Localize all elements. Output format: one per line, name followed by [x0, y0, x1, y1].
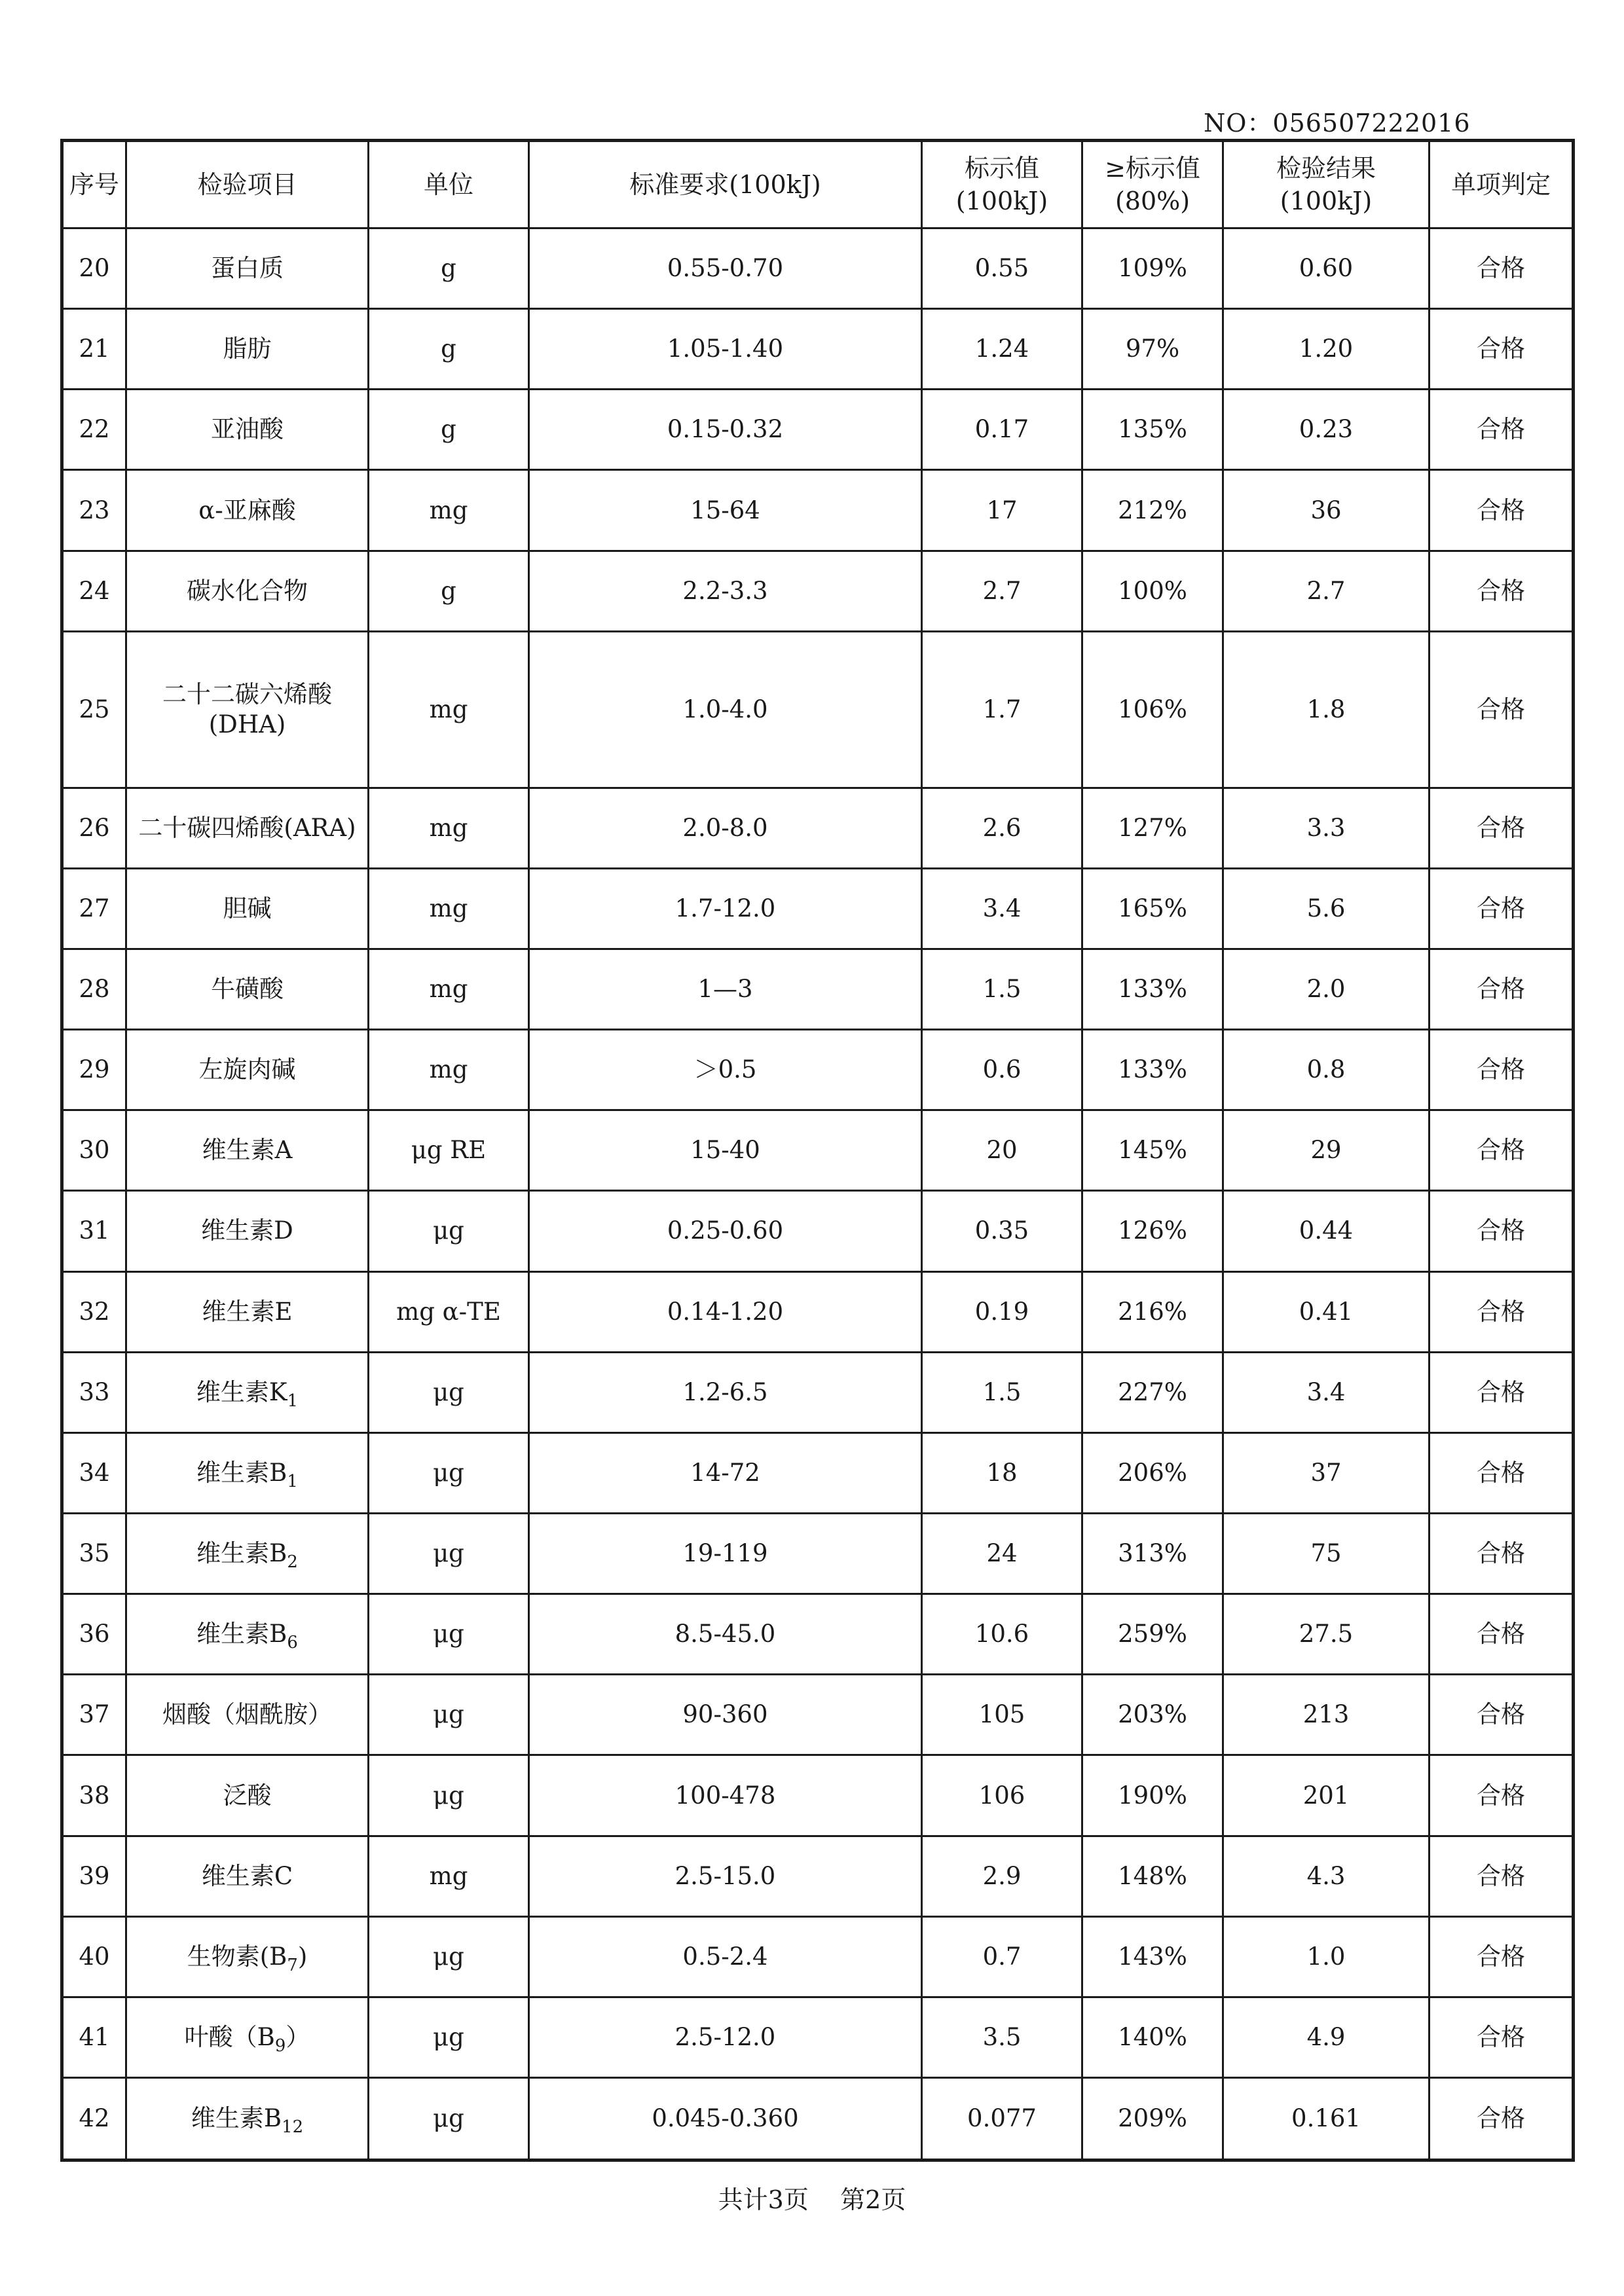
cell-unit: g [369, 551, 529, 631]
cell-percent: 313% [1082, 1513, 1223, 1594]
cell-verdict: 合格 [1430, 1755, 1574, 1836]
cell-item [126, 1755, 369, 1836]
cell-item [126, 868, 369, 949]
cell-unit: μg [369, 2078, 529, 2160]
cell-result: 201 [1223, 1755, 1430, 1836]
cell-result: 2.0 [1223, 949, 1430, 1029]
cell-result: 0.8 [1223, 1030, 1430, 1110]
cell-result: 0.41 [1223, 1271, 1430, 1352]
item-subscript: 12 [282, 2117, 304, 2138]
item-name: 维生素B [196, 1620, 287, 1649]
cell-seq: 33 [62, 1352, 126, 1432]
cell-standard: 0.15-0.32 [529, 390, 922, 470]
cell-standard: 15-64 [529, 470, 922, 551]
header-result-line1: 检验结果 [1276, 154, 1376, 183]
cell-percent: 133% [1082, 1030, 1223, 1110]
table-row [62, 1110, 1574, 1191]
cell-verdict: 合格 [1430, 1997, 1574, 2077]
cell-unit: mg [369, 1836, 529, 1916]
cell-seq: 36 [62, 1594, 126, 1675]
table-row [62, 868, 1574, 949]
cell-unit: μg [369, 1432, 529, 1513]
cell-item [126, 2078, 369, 2160]
item-name: 烟酸（烟酰胺） [162, 1700, 332, 1729]
cell-standard: 15-40 [529, 1110, 922, 1191]
cell-item [126, 949, 369, 1029]
item-name: 碳水化合物 [187, 576, 308, 605]
cell-standard: 0.25-0.60 [529, 1191, 922, 1271]
table-row [62, 1594, 1574, 1675]
header-verdict: 单项判定 [1430, 141, 1574, 228]
table-row [62, 631, 1574, 788]
table-row [62, 1916, 1574, 1997]
cell-unit: μg [369, 1191, 529, 1271]
cell-unit: μg [369, 1352, 529, 1432]
cell-item [126, 551, 369, 631]
cell-unit: g [369, 390, 529, 470]
table-row [62, 1432, 1574, 1513]
cell-percent: 148% [1082, 1836, 1223, 1916]
table-row [62, 1352, 1574, 1432]
cell-label-value: 17 [922, 470, 1082, 551]
cell-item [126, 1675, 369, 1755]
cell-unit: μg [369, 1594, 529, 1675]
cell-result: 36 [1223, 470, 1430, 551]
cell-unit: μg [369, 1755, 529, 1836]
cell-unit: mg [369, 470, 529, 551]
item-name: 牛磺酸 [211, 974, 284, 1003]
cell-unit: mg [369, 949, 529, 1029]
cell-percent: 145% [1082, 1110, 1223, 1191]
cell-seq: 20 [62, 228, 126, 309]
header-item: 检验项目 [126, 141, 369, 228]
inspection-results-table [60, 139, 1575, 2162]
header-result [1223, 141, 1430, 228]
cell-standard: 90-360 [529, 1675, 922, 1755]
item-suffix: ) [297, 1942, 308, 1971]
footer-total-pages: 共计3页 [718, 2185, 809, 2214]
cell-standard: 1.2-6.5 [529, 1352, 922, 1432]
cell-result: 3.3 [1223, 788, 1430, 868]
cell-verdict: 合格 [1430, 1594, 1574, 1675]
table-row [62, 551, 1574, 631]
cell-percent: 143% [1082, 1916, 1223, 1997]
cell-result: 1.20 [1223, 309, 1430, 390]
cell-result: 0.23 [1223, 390, 1430, 470]
cell-standard: 2.5-15.0 [529, 1836, 922, 1916]
table-row [62, 1191, 1574, 1271]
cell-unit: μg [369, 1916, 529, 1997]
cell-label-value: 24 [922, 1513, 1082, 1594]
cell-unit: mg [369, 788, 529, 868]
cell-label-value: 2.9 [922, 1836, 1082, 1916]
cell-verdict: 合格 [1430, 390, 1574, 470]
cell-label-value: 1.5 [922, 949, 1082, 1029]
cell-label-value: 2.6 [922, 788, 1082, 868]
cell-item [126, 1352, 369, 1432]
item-suffix: ） [286, 2022, 310, 2051]
item-subscript: 1 [287, 1391, 299, 1411]
table-row [62, 2078, 1574, 2160]
cell-standard: 19-119 [529, 1513, 922, 1594]
cell-result: 4.3 [1223, 1836, 1430, 1916]
cell-label-value: 105 [922, 1675, 1082, 1755]
report-number: NO：056507222016 [1204, 109, 1471, 137]
cell-result: 0.44 [1223, 1191, 1430, 1271]
cell-percent: 190% [1082, 1755, 1223, 1836]
cell-label-value: 10.6 [922, 1594, 1082, 1675]
table-row [62, 788, 1574, 868]
cell-result: 75 [1223, 1513, 1430, 1594]
cell-result: 4.9 [1223, 1997, 1430, 2077]
cell-label-value: 0.7 [922, 1916, 1082, 1997]
cell-result: 1.0 [1223, 1916, 1430, 1997]
table-header-row [62, 141, 1574, 228]
cell-seq: 39 [62, 1836, 126, 1916]
cell-item [126, 1110, 369, 1191]
item-name: 维生素B [191, 2104, 282, 2133]
cell-percent: 97% [1082, 309, 1223, 390]
cell-result: 37 [1223, 1432, 1430, 1513]
cell-result: 3.4 [1223, 1352, 1430, 1432]
cell-percent: 206% [1082, 1432, 1223, 1513]
cell-item [126, 1432, 369, 1513]
cell-label-value: 0.35 [922, 1191, 1082, 1271]
cell-item [126, 1594, 369, 1675]
cell-standard: ＞0.5 [529, 1030, 922, 1110]
table-row [62, 1675, 1574, 1755]
cell-item [126, 1513, 369, 1594]
cell-item [126, 309, 369, 390]
cell-seq: 27 [62, 868, 126, 949]
cell-verdict: 合格 [1430, 788, 1574, 868]
cell-unit: g [369, 228, 529, 309]
cell-standard: 14-72 [529, 1432, 922, 1513]
cell-percent: 209% [1082, 2078, 1223, 2160]
header-percent [1082, 141, 1223, 228]
cell-label-value: 1.24 [922, 309, 1082, 390]
cell-seq: 41 [62, 1997, 126, 2077]
cell-standard: 1.7-12.0 [529, 868, 922, 949]
cell-seq: 34 [62, 1432, 126, 1513]
cell-unit: mg [369, 631, 529, 788]
cell-seq: 29 [62, 1030, 126, 1110]
item-name: 蛋白质 [211, 254, 284, 283]
page-footer [0, 2180, 1624, 2219]
cell-seq: 31 [62, 1191, 126, 1271]
item-name: α-亚麻酸 [198, 496, 296, 524]
cell-standard: 0.5-2.4 [529, 1916, 922, 1997]
item-name: 左旋肉碱 [198, 1055, 296, 1084]
cell-verdict: 合格 [1430, 1352, 1574, 1432]
cell-standard: 2.2-3.3 [529, 551, 922, 631]
cell-verdict: 合格 [1430, 470, 1574, 551]
table-row [62, 1755, 1574, 1836]
cell-standard: 1—3 [529, 949, 922, 1029]
item-name: 二十二碳六烯酸 (DHA) [162, 680, 332, 738]
header-label-value-line1: 标示值 [964, 154, 1039, 183]
cell-standard: 0.045-0.360 [529, 2078, 922, 2160]
cell-standard: 100-478 [529, 1755, 922, 1836]
cell-verdict: 合格 [1430, 1513, 1574, 1594]
table-row [62, 949, 1574, 1029]
table-row [62, 309, 1574, 390]
footer-current-page: 第2页 [840, 2185, 906, 2214]
cell-unit: mg α-TE [369, 1271, 529, 1352]
cell-standard: 0.55-0.70 [529, 228, 922, 309]
cell-unit: μg [369, 1513, 529, 1594]
cell-result: 0.161 [1223, 2078, 1430, 2160]
cell-label-value: 20 [922, 1110, 1082, 1191]
cell-item [126, 631, 369, 788]
cell-item [126, 788, 369, 868]
cell-label-value: 3.5 [922, 1997, 1082, 2077]
header-percent-line1: ≥标示值 [1105, 154, 1200, 183]
item-name: 脂肪 [223, 335, 272, 363]
item-name: 二十碳四烯酸(ARA) [138, 813, 356, 842]
cell-percent: 135% [1082, 390, 1223, 470]
table-row [62, 228, 1574, 309]
cell-percent: 216% [1082, 1271, 1223, 1352]
item-name: 泛酸 [223, 1781, 272, 1810]
header-unit: 单位 [369, 141, 529, 228]
item-subscript: 1 [287, 1471, 298, 1491]
cell-percent: 109% [1082, 228, 1223, 309]
cell-label-value: 1.5 [922, 1352, 1082, 1432]
cell-label-value: 0.19 [922, 1271, 1082, 1352]
cell-item [126, 1191, 369, 1271]
cell-label-value: 1.7 [922, 631, 1082, 788]
table-row [62, 470, 1574, 551]
cell-verdict: 合格 [1430, 551, 1574, 631]
cell-unit: mg [369, 868, 529, 949]
cell-label-value: 3.4 [922, 868, 1082, 949]
cell-verdict: 合格 [1430, 631, 1574, 788]
cell-percent: 212% [1082, 470, 1223, 551]
cell-label-value: 0.077 [922, 2078, 1082, 2160]
cell-seq: 28 [62, 949, 126, 1029]
cell-result: 27.5 [1223, 1594, 1430, 1675]
item-subscript: 9 [274, 2036, 286, 2056]
cell-seq: 38 [62, 1755, 126, 1836]
cell-item [126, 1916, 369, 1997]
cell-standard: 2.0-8.0 [529, 788, 922, 868]
header-result-line2: (100kJ) [1280, 187, 1373, 215]
cell-verdict: 合格 [1430, 1271, 1574, 1352]
cell-seq: 32 [62, 1271, 126, 1352]
cell-verdict: 合格 [1430, 1432, 1574, 1513]
cell-percent: 227% [1082, 1352, 1223, 1432]
cell-percent: 127% [1082, 788, 1223, 868]
cell-item [126, 1271, 369, 1352]
cell-unit: g [369, 309, 529, 390]
header-label-value [922, 141, 1082, 228]
cell-result: 213 [1223, 1675, 1430, 1755]
cell-label-value: 0.6 [922, 1030, 1082, 1110]
item-name: 维生素B [196, 1458, 287, 1487]
cell-standard: 1.05-1.40 [529, 309, 922, 390]
cell-percent: 106% [1082, 631, 1223, 788]
cell-verdict: 合格 [1430, 868, 1574, 949]
cell-item [126, 1030, 369, 1110]
cell-item [126, 1997, 369, 2077]
cell-result: 2.7 [1223, 551, 1430, 631]
cell-item [126, 228, 369, 309]
table-row [62, 390, 1574, 470]
cell-label-value: 18 [922, 1432, 1082, 1513]
cell-percent: 140% [1082, 1997, 1223, 2077]
item-name: 维生素C [201, 1861, 293, 1890]
cell-percent: 259% [1082, 1594, 1223, 1675]
cell-seq: 26 [62, 788, 126, 868]
item-name: 维生素A [202, 1136, 293, 1165]
cell-verdict: 合格 [1430, 949, 1574, 1029]
cell-seq: 35 [62, 1513, 126, 1594]
item-name: 维生素B [196, 1539, 287, 1568]
table-row [62, 1513, 1574, 1594]
cell-label-value: 106 [922, 1755, 1082, 1836]
cell-verdict: 合格 [1430, 1030, 1574, 1110]
cell-verdict: 合格 [1430, 1916, 1574, 1997]
cell-standard: 8.5-45.0 [529, 1594, 922, 1675]
table-row [62, 1997, 1574, 2077]
item-name: 亚油酸 [211, 415, 284, 444]
cell-seq: 25 [62, 631, 126, 788]
cell-result: 5.6 [1223, 868, 1430, 949]
cell-label-value: 0.55 [922, 228, 1082, 309]
cell-unit: μg [369, 1997, 529, 2077]
cell-seq: 24 [62, 551, 126, 631]
cell-result: 1.8 [1223, 631, 1430, 788]
cell-seq: 37 [62, 1675, 126, 1755]
header-standard: 标准要求(100kJ) [529, 141, 922, 228]
cell-seq: 40 [62, 1916, 126, 1997]
cell-percent: 126% [1082, 1191, 1223, 1271]
table-row [62, 1271, 1574, 1352]
cell-percent: 100% [1082, 551, 1223, 631]
cell-seq: 42 [62, 2078, 126, 2160]
header-percent-line2: (80%) [1115, 187, 1190, 215]
cell-seq: 30 [62, 1110, 126, 1191]
cell-verdict: 合格 [1430, 2078, 1574, 2160]
cell-seq: 22 [62, 390, 126, 470]
header-seq: 序号 [62, 141, 126, 228]
item-name: 叶酸（B [184, 2022, 275, 2051]
cell-item [126, 1836, 369, 1916]
cell-unit: mg [369, 1030, 529, 1110]
item-name: 胆碱 [223, 894, 272, 922]
cell-result: 29 [1223, 1110, 1430, 1191]
table-row [62, 1030, 1574, 1110]
cell-verdict: 合格 [1430, 228, 1574, 309]
item-name: 维生素E [202, 1297, 293, 1326]
cell-standard: 2.5-12.0 [529, 1997, 922, 2077]
item-subscript: 6 [287, 1633, 298, 1653]
cell-verdict: 合格 [1430, 1191, 1574, 1271]
item-subscript: 7 [287, 1955, 298, 1975]
cell-verdict: 合格 [1430, 309, 1574, 390]
cell-result: 0.60 [1223, 228, 1430, 309]
item-subscript: 2 [287, 1552, 298, 1573]
cell-unit: μg [369, 1675, 529, 1755]
cell-standard: 1.0-4.0 [529, 631, 922, 788]
cell-seq: 23 [62, 470, 126, 551]
cell-percent: 203% [1082, 1675, 1223, 1755]
cell-label-value: 2.7 [922, 551, 1082, 631]
cell-seq: 21 [62, 309, 126, 390]
item-name: 维生素D [201, 1216, 293, 1245]
cell-item [126, 390, 369, 470]
cell-percent: 133% [1082, 949, 1223, 1029]
cell-standard: 0.14-1.20 [529, 1271, 922, 1352]
cell-verdict: 合格 [1430, 1836, 1574, 1916]
cell-item [126, 470, 369, 551]
header-label-value-line2: (100kJ) [955, 187, 1048, 215]
cell-unit: μg RE [369, 1110, 529, 1191]
cell-label-value: 0.17 [922, 390, 1082, 470]
cell-verdict: 合格 [1430, 1110, 1574, 1191]
cell-percent: 165% [1082, 868, 1223, 949]
item-name: 维生素K [196, 1377, 287, 1406]
item-name: 生物素(B [187, 1942, 287, 1971]
cell-verdict: 合格 [1430, 1675, 1574, 1755]
table-row [62, 1836, 1574, 1916]
